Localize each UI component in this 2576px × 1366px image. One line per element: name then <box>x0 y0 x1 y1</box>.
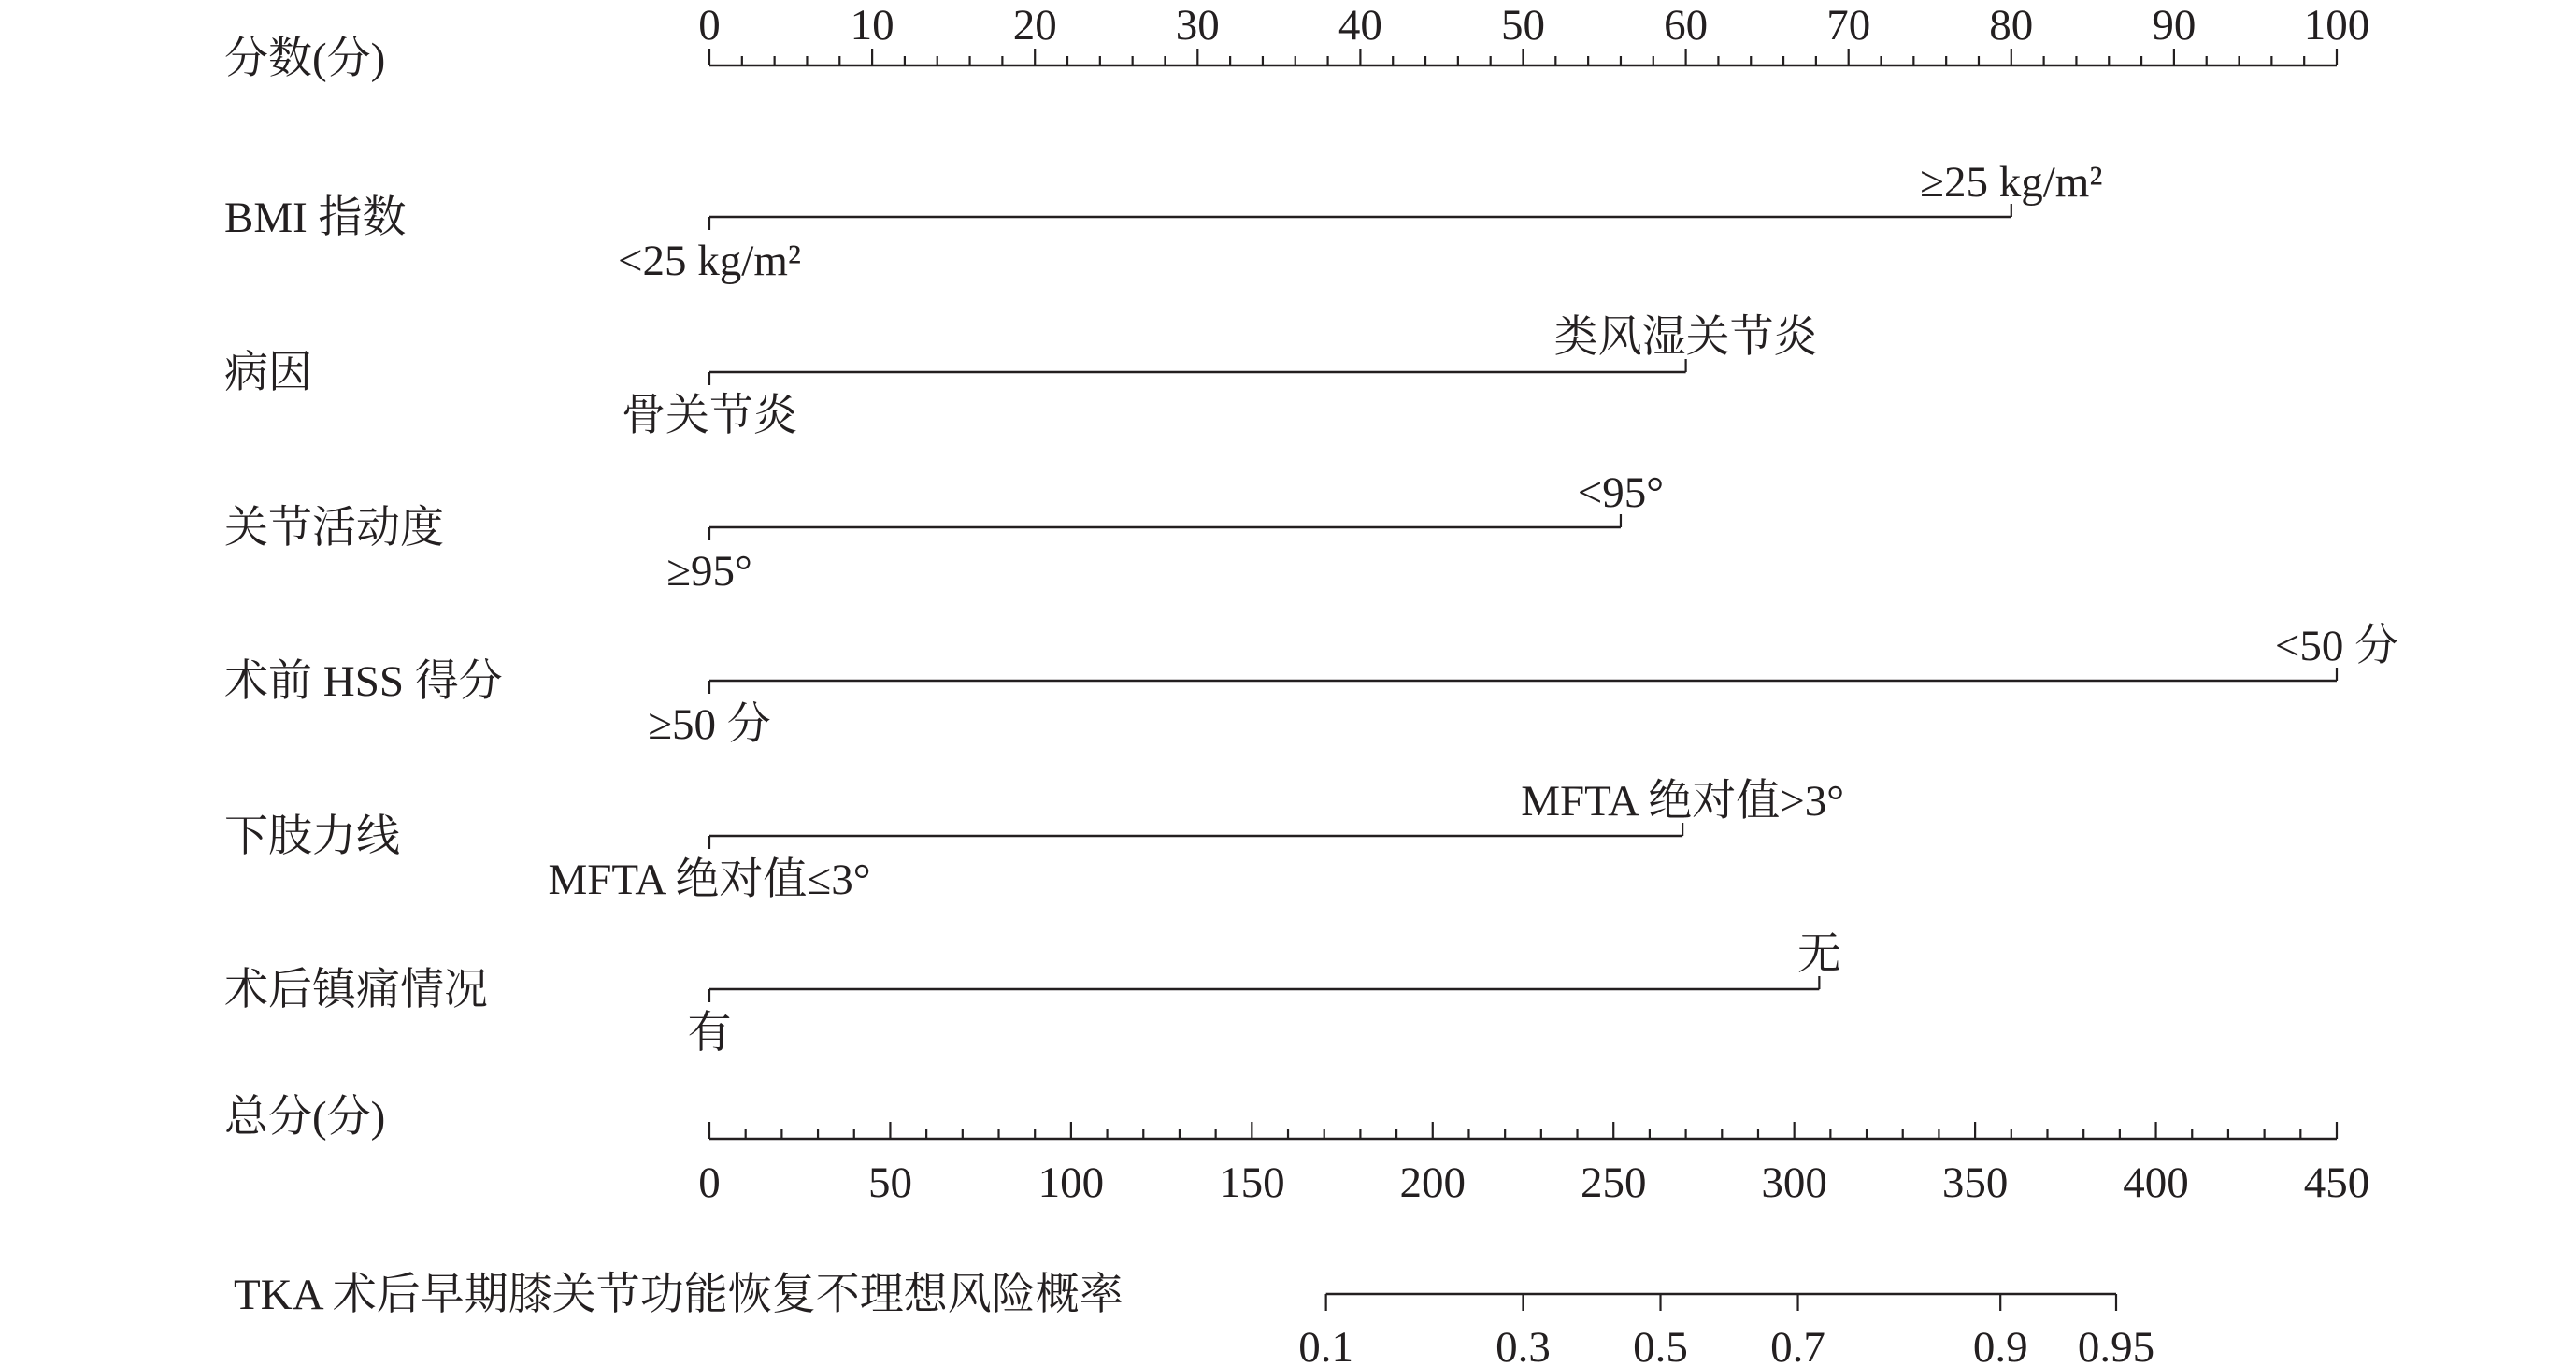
points-axis-tick-label: 90 <box>2152 1 2197 50</box>
total-axis-tick-label: 150 <box>1219 1158 1285 1207</box>
variable-level-label: <25 kg/m² <box>618 237 801 285</box>
variable-row <box>224 313 1819 440</box>
variable-level-label: MFTA 绝对值≤3° <box>548 856 871 904</box>
variable-row <box>224 930 1841 1057</box>
variable-level-label: <50 分 <box>2274 622 2399 670</box>
points-axis-tick-label: 20 <box>1012 1 1057 50</box>
total-axis-label: 总分(分) <box>224 1093 386 1142</box>
risk-axis-tick-label: 0.95 <box>2077 1323 2155 1366</box>
variables-layer <box>224 158 2398 1057</box>
points-axis-tick-label: 40 <box>1338 1 1382 50</box>
variable-label: 关节活动度 <box>224 504 444 553</box>
total-axis-tick-label: 400 <box>2123 1158 2189 1207</box>
variable-level-label: 类风湿关节炎 <box>1553 313 1818 362</box>
risk-axis-tick-label: 0.7 <box>1770 1323 1825 1366</box>
variable-label: 术后镇痛情况 <box>224 966 488 1014</box>
risk-axis-tick-label: 0.5 <box>1633 1323 1688 1366</box>
total-axis-tick-label: 450 <box>2303 1158 2370 1207</box>
variable-level-label: ≥50 分 <box>648 700 771 749</box>
points-axis-tick-label: 100 <box>2303 1 2370 50</box>
variable-row <box>224 622 2398 749</box>
points-axis-tick-label: 30 <box>1175 1 1220 50</box>
variable-level-label: ≥25 kg/m² <box>1920 158 2103 207</box>
points-axis-tick-label: 10 <box>850 1 894 50</box>
total-axis-tick-label: 100 <box>1038 1158 1105 1207</box>
variable-level-label: MFTA 绝对值>3° <box>1521 777 1845 826</box>
points-axis-tick-label: 60 <box>1664 1 1709 50</box>
variable-level-label: <95° <box>1577 468 1665 517</box>
variable-level-label: 骨关节炎 <box>622 392 797 440</box>
variable-label: 病因 <box>224 349 312 397</box>
points-axis-tick-label: 50 <box>1501 1 1545 50</box>
risk-axis-tick-label: 0.3 <box>1496 1323 1551 1366</box>
total-axis-tick-label: 350 <box>1941 1158 2009 1207</box>
variable-label: 下肢力线 <box>224 812 400 861</box>
variable-row <box>224 158 2102 285</box>
total-axis-tick-label: 250 <box>1580 1158 1647 1207</box>
variable-row <box>224 468 1664 596</box>
points-axis-tick-label: 80 <box>1989 1 2034 50</box>
risk-axis-tick-label: 0.9 <box>1972 1323 2028 1366</box>
variable-row <box>224 777 1844 904</box>
total-axis-tick-label: 300 <box>1761 1158 1827 1207</box>
variable-level-label: 有 <box>687 1009 732 1057</box>
total-axis-tick-label: 50 <box>867 1158 912 1207</box>
points-axis-tick-label: 70 <box>1826 1 1871 50</box>
risk-axis-label: TKA 术后早期膝关节功能恢复不理想风险概率 <box>234 1271 1123 1319</box>
variable-level-label: 无 <box>1796 930 1841 979</box>
total-axis-tick-label: 0 <box>698 1158 721 1207</box>
total-axis-tick-label: 200 <box>1399 1158 1467 1207</box>
risk-axis-tick-label: 0.1 <box>1298 1323 1354 1366</box>
variable-label: BMI 指数 <box>224 194 407 242</box>
points-axis-tick-label: 0 <box>698 1 721 50</box>
points-axis-label: 分数(分) <box>224 35 386 83</box>
variable-level-label: ≥95° <box>666 547 752 596</box>
variable-label: 术前 HSS 得分 <box>224 657 503 706</box>
